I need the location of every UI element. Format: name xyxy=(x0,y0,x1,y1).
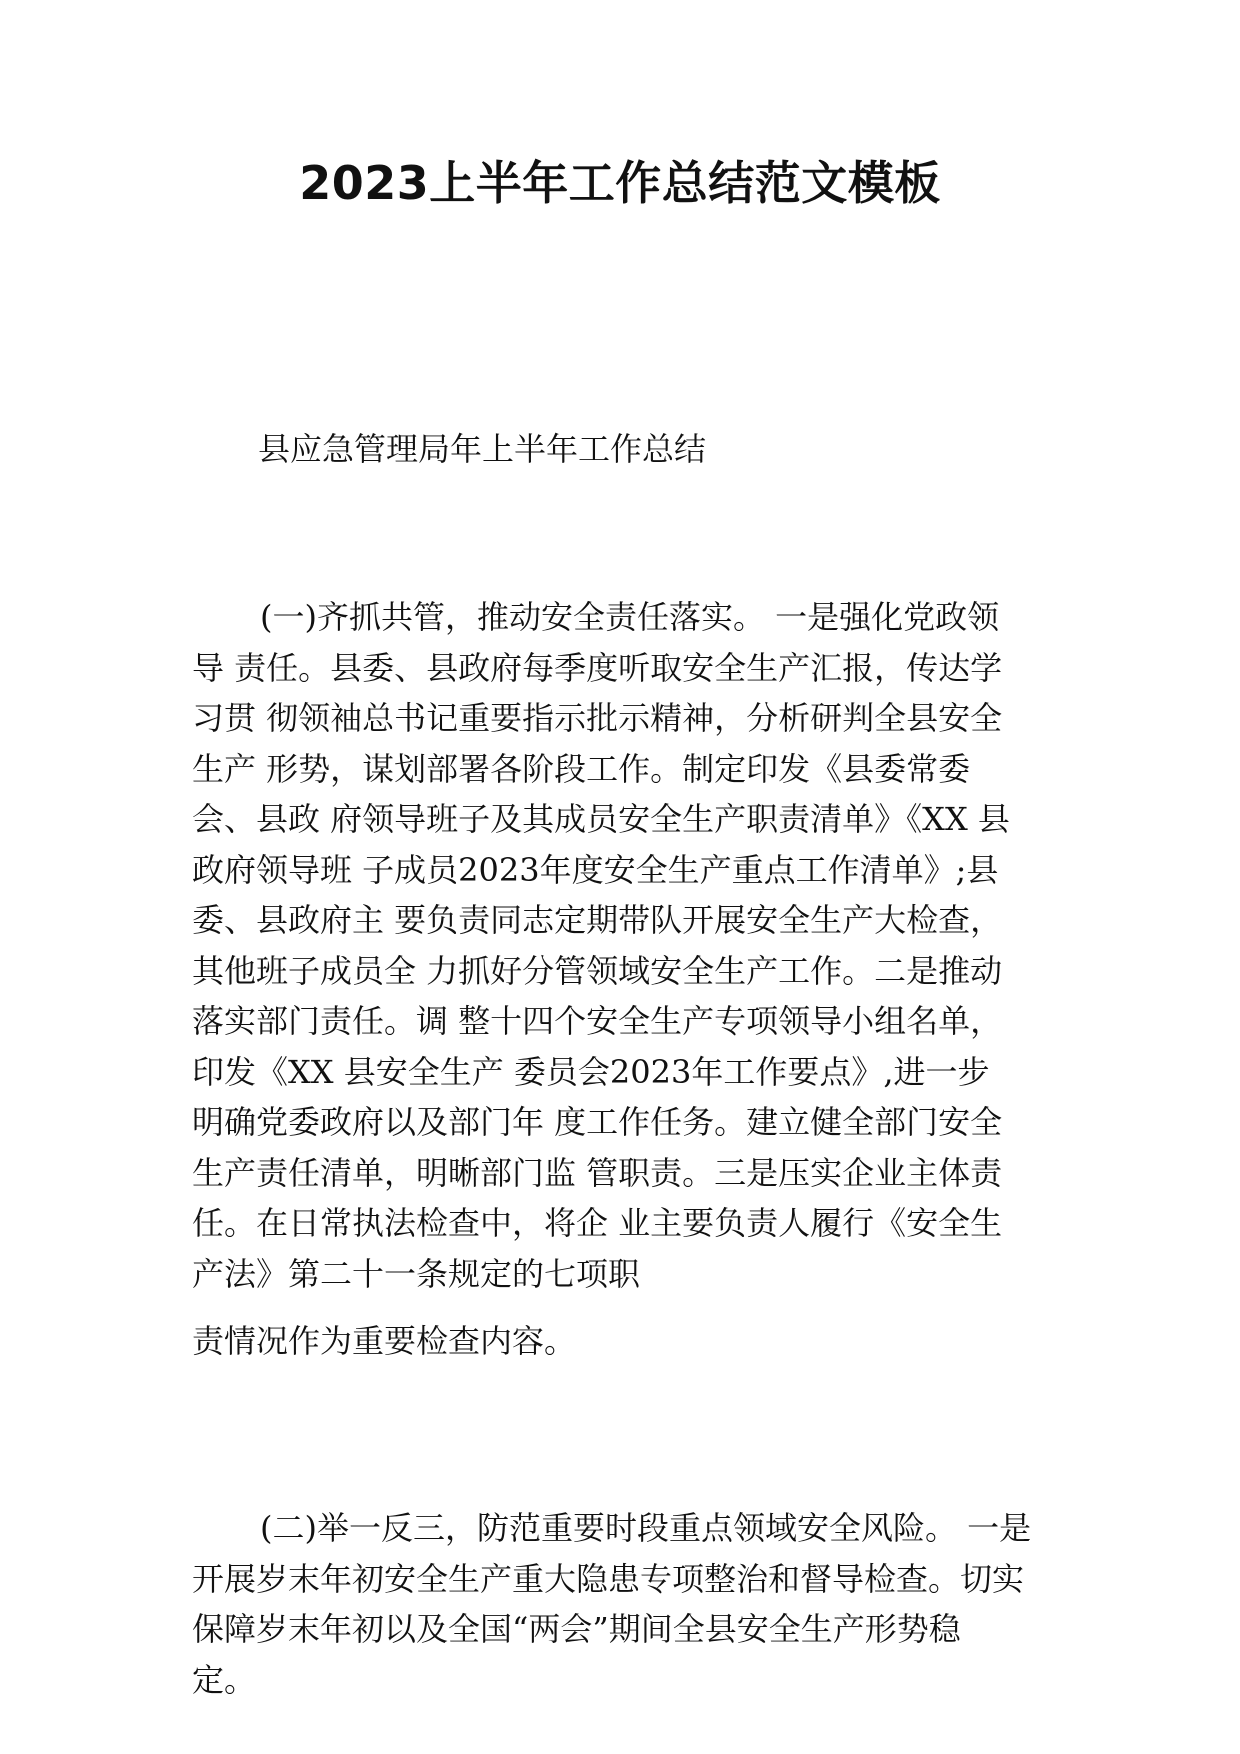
paragraph-line: (二)举一反三，防范重要时段重点领域安全风险。 一是 xyxy=(260,1509,1032,1547)
paragraph-line: (一)齐抓共管，推动安全责任落实。 一是强化党政领 xyxy=(260,598,1000,636)
document-title: 2023上半年工作总结范文模板 xyxy=(299,156,941,210)
section-two-paragraph xyxy=(192,1503,1052,1705)
paragraph-line: 会、县政 府领导班子及其成员安全生产职责清单》《XX 县 xyxy=(192,800,1010,838)
section-one-paragraph xyxy=(192,592,1052,1299)
paragraph-line: 开展岁末年初安全生产重大隐患专项整治和督导检查。切实 xyxy=(192,1559,1025,1598)
paragraph-line: 生产 形势，谋划部署各阶段工作。制定印发《县委常委 xyxy=(192,749,971,788)
paragraph-line: 其他班子成员全 力抓好分管领域安全生产工作。二是推动 xyxy=(192,951,1003,990)
paragraph-line: 责情况作为重要检查内容。 xyxy=(192,1322,577,1360)
paragraph-line: 明确党委政府以及部门年 度工作任务。建立健全部门安全 xyxy=(192,1103,1003,1141)
paragraph-line: 政府领导班 子成员2023年度安全生产重点工作清单》;县 xyxy=(192,850,999,889)
paragraph-line: 委、县政府主 要负责同志定期带队开展安全生产大检查， xyxy=(192,901,1003,939)
paragraph-line: 印发《XX 县安全生产 委员会2023年工作要点》,进一步 xyxy=(192,1052,990,1091)
paragraph-line: 落实部门责任。调 整十四个安全生产专项领导小组名单， xyxy=(192,1002,1003,1040)
paragraph-line: 习贯 彻领袖总书记重要指示批示精神，分析研判全县安全 xyxy=(192,699,1003,737)
paragraph-line: 任。在日常执法检查中，将企 业主要负责人履行《安全生 xyxy=(192,1204,1003,1242)
paragraph-line: 生产责任清单，明晰部门监 管职责。三是压实企业主体责 xyxy=(192,1153,1003,1192)
section-one-tail xyxy=(192,1316,1052,1367)
paragraph-line: 导 责任。县委、县政府每季度听取安全生产汇报，传达学 xyxy=(192,648,1003,687)
document-subtitle: 县应急管理局年上半年工作总结 xyxy=(258,430,707,468)
paragraph-line: 保障岁末年初以及全国“两会”期间全县安全生产形势稳 xyxy=(192,1610,961,1648)
paragraph-line: 定。 xyxy=(192,1660,257,1699)
paragraph-line: 产法》第二十一条规定的七项职 xyxy=(192,1254,641,1293)
